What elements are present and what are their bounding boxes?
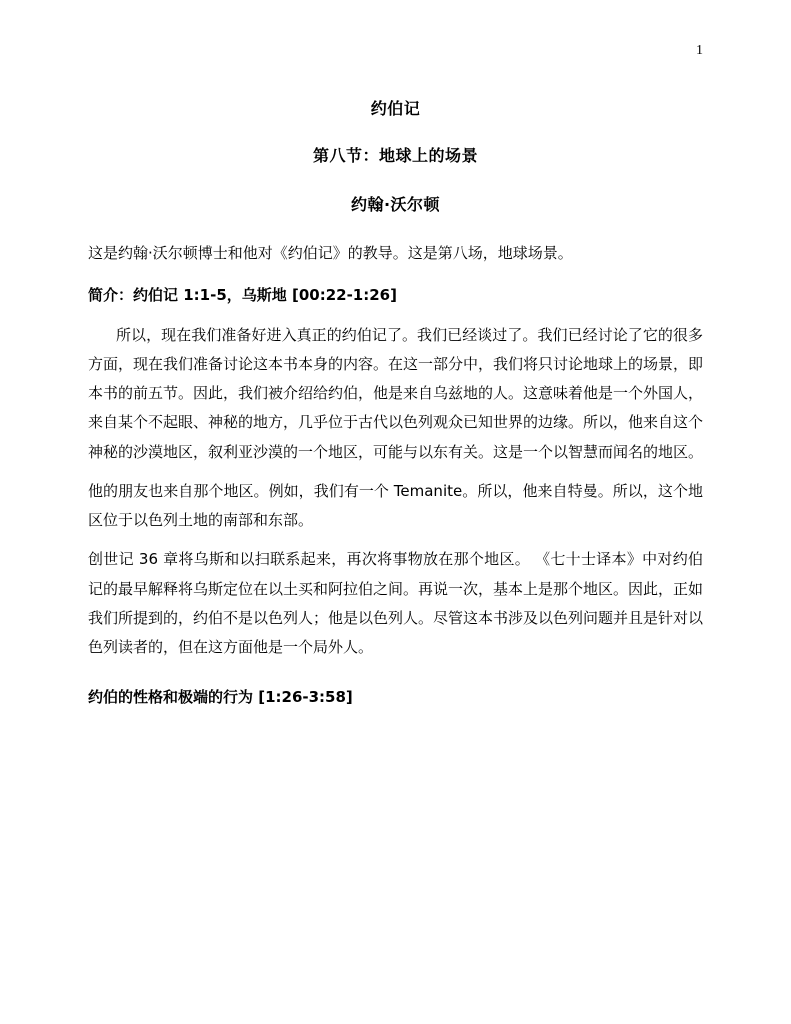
- intro-line: 这是约翰·沃尔顿博士和他对《约伯记》的教导。这是第八场，地球场景。: [88, 244, 573, 262]
- paragraph-2: 他的朋友也来自那个地区。例如，我们有一个 Temanite。所以，他来自特曼。所以，这个地区位于以色列土地的南部和东部。: [88, 481, 703, 529]
- paragraph-3: 创世记 36 章将乌斯和以扫联系起来，再次将事物放在那个地区。 《七十士译本》中对约伯记的最早解释将乌斯定位在以土买和阿拉伯之间。再说一次，基本上是那个地区。因此，正如我们所提到的，约伯不是以色列人；他是以色列人。尽管这本书涉及以色列问题并且是针对以色列读者的，但在这方面他是一个局外人。: [88, 550, 704, 656]
- section-heading-introduction: 简介：约伯记 1:1-5，乌斯地 [00:22-1:26]: [88, 285, 397, 304]
- document-title: 约伯记: [370, 99, 421, 118]
- document-author: 约翰·沃尔顿: [350, 195, 441, 214]
- paragraph-1: 所以，现在我们准备好进入真正的约伯记了。我们已经谈过了。我们已经讨论了它的很多方面，现在我们准备讨论这本书本身的内容。在这一部分中，我们将只讨论地球上的场景，即本书的前五节。因此，我们被介绍给约伯，他是来自乌兹地的人。这意味着他是一个外国人，来自某个不起眼、神秘的地方，几乎位于古代以色列观众已知世界的边缘。所以，他来自这个神秘的沙漠地区，叙利亚沙漠的一个地区，可能与以东有关。这是一个以智慧而闻名的地区。: [88, 325, 704, 461]
- section-heading-job-character: 约伯的性格和极端的行为 [1:26-3:58]: [88, 688, 353, 707]
- document-body: [88, 96, 703, 711]
- document-subtitle: 第八节：地球上的场景: [312, 146, 478, 165]
- page-number: 1: [696, 43, 703, 58]
